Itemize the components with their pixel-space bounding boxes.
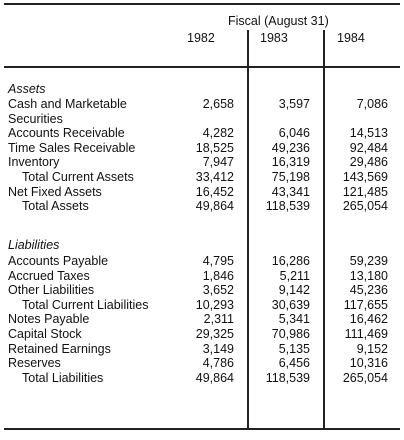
value-cell-col-1: 7,947 bbox=[202, 155, 234, 170]
row-label: Other Liabilities bbox=[8, 283, 95, 298]
value-cell-col-3: 13,180 bbox=[349, 268, 388, 283]
value-cell-col-1: 3,652 bbox=[202, 283, 234, 298]
row-label: Accounts Payable bbox=[8, 254, 109, 268]
value-cell-col-1: 29,325 bbox=[195, 327, 234, 341]
value-cell-col-1: 3,149 bbox=[202, 341, 234, 356]
column-divider-2 bbox=[323, 30, 325, 428]
value-cell-col-1: 10,293 bbox=[195, 297, 234, 312]
value-cell-col-2: 5,135 bbox=[278, 341, 310, 356]
value-cell-col-3: 29,486 bbox=[349, 155, 388, 170]
value-cell-col-1: 4,795 bbox=[202, 254, 234, 268]
value-cell-col-3: 9,152 bbox=[356, 341, 388, 356]
value-cell-col-2: 70,986 bbox=[271, 327, 310, 341]
value-cell-col-2: 6,046 bbox=[278, 126, 310, 141]
year-header-1984: 1984 bbox=[337, 31, 365, 45]
top-rule bbox=[4, 3, 400, 5]
header-rule bbox=[4, 66, 400, 68]
value-cell-col-2: 49,236 bbox=[271, 140, 310, 155]
value-cell-col-3: 265,054 bbox=[342, 370, 388, 385]
value-cell-col-1: 49,864 bbox=[195, 370, 234, 385]
liabilities-section-label: Liabilities bbox=[8, 238, 60, 252]
value-cell-col-1: 1,846 bbox=[202, 268, 234, 283]
value-cell-col-3: 92,484 bbox=[349, 140, 388, 155]
value-cell-col-3: 45,236 bbox=[349, 283, 388, 298]
value-cell-col-3: 121,485 bbox=[342, 184, 388, 199]
value-cell-col-2: 9,142 bbox=[278, 283, 310, 298]
row-label: Net Fixed Assets bbox=[8, 184, 102, 199]
value-cell-col-3: 14,513 bbox=[349, 126, 388, 141]
value-cell-col-1: 16,452 bbox=[195, 184, 234, 199]
year-header-1982: 1982 bbox=[187, 31, 215, 45]
value-cell-col-2: 75,198 bbox=[271, 170, 310, 184]
value-cell-col-3: 16,462 bbox=[349, 312, 388, 327]
value-cell-col-3: 7,086 bbox=[356, 97, 388, 111]
row-label: Capital Stock bbox=[8, 327, 82, 341]
value-cell-col-2: 118,539 bbox=[265, 199, 310, 214]
row-label: Accrued Taxes bbox=[8, 268, 90, 283]
value-cell-col-3: 143,569 bbox=[342, 170, 388, 184]
row-label: Total Current Assets bbox=[22, 170, 134, 184]
value-cell-col-3: 111,469 bbox=[344, 327, 388, 341]
value-cell-col-2: 43,341 bbox=[271, 184, 310, 199]
value-cell-col-1: 4,282 bbox=[202, 126, 234, 141]
value-cell-col-1: 2,311 bbox=[203, 312, 234, 327]
row-label-continuation: Securities bbox=[8, 111, 63, 126]
value-cell-col-2: 16,319 bbox=[271, 155, 310, 170]
row-label: Total Current Liabilities bbox=[22, 297, 149, 312]
value-cell-col-3: 265,054 bbox=[342, 199, 388, 214]
value-cell-col-2: 30,639 bbox=[271, 297, 310, 312]
row-label: Accounts Receivable bbox=[8, 126, 125, 141]
row-label: Reserves bbox=[8, 356, 61, 371]
value-cell-col-1: 49,864 bbox=[195, 199, 234, 214]
fiscal-year-group-header: Fiscal (August 31) bbox=[228, 14, 329, 28]
value-cell-col-2: 6,456 bbox=[278, 356, 310, 371]
value-cell-col-2: 5,341 bbox=[278, 312, 310, 327]
row-label: Notes Payable bbox=[8, 312, 90, 327]
year-header-1983: 1983 bbox=[260, 31, 288, 45]
value-cell-col-1: 18,525 bbox=[195, 140, 234, 155]
row-label: Retained Earnings bbox=[8, 341, 111, 356]
column-divider-1 bbox=[247, 30, 249, 428]
row-label: Time Sales Receivable bbox=[8, 140, 136, 155]
value-cell-col-2: 118,539 bbox=[265, 370, 310, 385]
row-label: Total Liabilities bbox=[22, 370, 104, 385]
value-cell-col-3: 117,655 bbox=[343, 297, 388, 312]
bottom-rule bbox=[4, 428, 400, 430]
row-label: Inventory bbox=[8, 155, 60, 170]
value-cell-col-3: 59,239 bbox=[349, 254, 388, 268]
value-cell-col-2: 5,211 bbox=[279, 268, 310, 283]
value-cell-col-3: 10,316 bbox=[349, 356, 388, 371]
value-cell-col-1: 2,658 bbox=[202, 97, 234, 111]
value-cell-col-2: 16,286 bbox=[271, 254, 310, 268]
assets-section-label: Assets bbox=[8, 82, 46, 96]
value-cell-col-1: 33,412 bbox=[195, 170, 234, 184]
value-cell-col-1: 4,786 bbox=[202, 356, 234, 371]
row-label: Cash and Marketable bbox=[8, 97, 127, 111]
row-label: Total Assets bbox=[22, 199, 89, 214]
value-cell-col-2: 3,597 bbox=[278, 97, 310, 111]
